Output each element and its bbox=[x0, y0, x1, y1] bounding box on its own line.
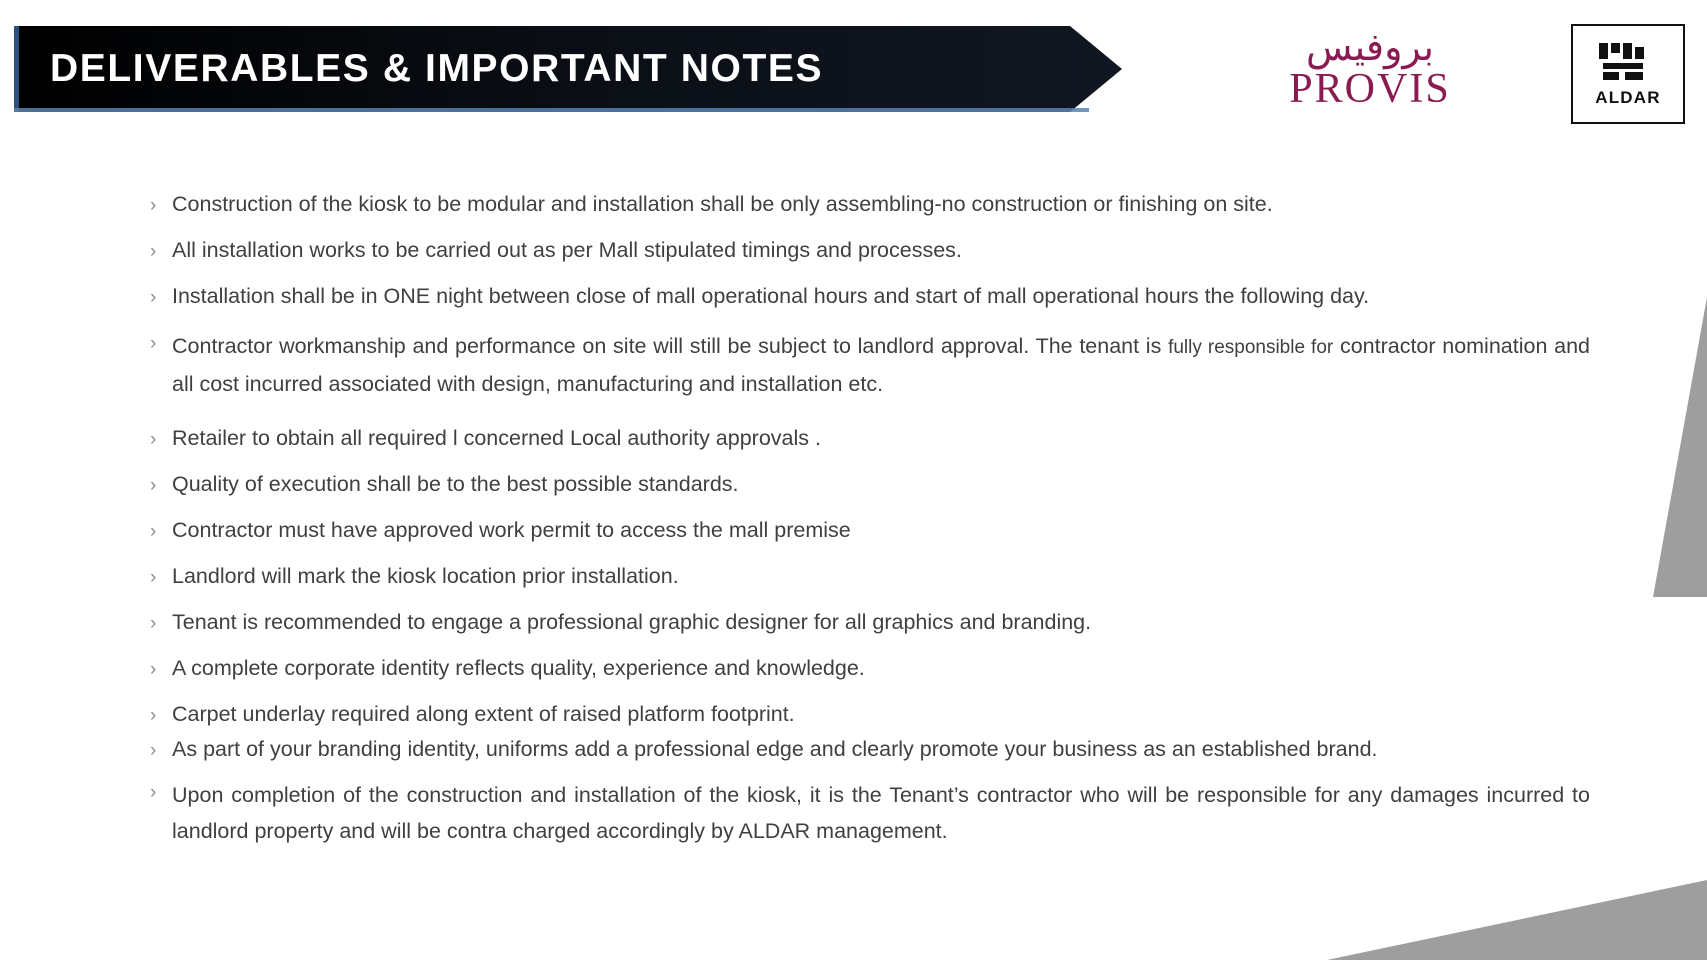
decorative-corner-bottom bbox=[1327, 880, 1707, 960]
list-item-text bbox=[172, 328, 1590, 402]
slide-title-banner bbox=[14, 26, 1122, 112]
provis-latin-wordmark: PROVIS bbox=[1289, 66, 1451, 112]
list-item bbox=[150, 735, 1590, 765]
list-item bbox=[150, 236, 1590, 266]
list-item bbox=[150, 470, 1590, 500]
list-item-superscript-note: fully responsible for bbox=[1168, 337, 1334, 358]
list-item-text: Retailer to obtain all required l concerned Local authority approvals . bbox=[172, 426, 821, 450]
decorative-corner-right bbox=[1653, 297, 1707, 597]
chevron-right-icon: › bbox=[150, 241, 157, 262]
chevron-right-icon: › bbox=[150, 521, 157, 542]
list-item-text: Landlord will mark the kiosk location prior installation. bbox=[172, 564, 679, 588]
chevron-right-icon: › bbox=[150, 475, 157, 496]
aldar-logo bbox=[1571, 24, 1685, 124]
chevron-right-icon: › bbox=[150, 429, 157, 450]
list-item-text: A complete corporate identity reflects quality, experience and knowledge. bbox=[172, 656, 865, 680]
aldar-wordmark: ALDAR bbox=[1595, 87, 1661, 107]
list-item bbox=[150, 190, 1590, 220]
chevron-right-icon: › bbox=[150, 782, 157, 803]
list-item-text: Construction of the kiosk to be modular and installation shall be only assembling-no construction or finishing on site. bbox=[172, 192, 1273, 216]
list-item-text-part1: Contractor workmanship and performance on site will still be subject to landlord approval. The tenant is bbox=[172, 334, 1162, 358]
list-item-text-part2: contractor nomination and all cost incurred associated with design, manufacturing and installation etc. bbox=[172, 334, 1590, 396]
chevron-right-icon: › bbox=[150, 195, 157, 216]
list-item bbox=[150, 424, 1590, 454]
aldar-mark-icon bbox=[1597, 41, 1659, 83]
list-item-text: Installation shall be in ONE night between close of mall operational hours and start of mall operational hours the following day. bbox=[172, 284, 1370, 308]
list-item bbox=[150, 777, 1590, 849]
provis-logo bbox=[1265, 24, 1475, 124]
banner-left-edge bbox=[14, 26, 19, 112]
list-item-text: Contractor must have approved work permit to access the mall premise bbox=[172, 518, 851, 542]
chevron-right-icon: › bbox=[150, 705, 157, 726]
chevron-right-icon: › bbox=[150, 613, 157, 634]
list-item bbox=[150, 328, 1590, 402]
page-title: DELIVERABLES & IMPORTANT NOTES bbox=[50, 47, 824, 90]
list-item bbox=[150, 516, 1590, 546]
bullet-list bbox=[150, 190, 1590, 865]
list-item-text: Tenant is recommended to engage a professional graphic designer for all graphics and branding. bbox=[172, 610, 1092, 634]
list-item bbox=[150, 282, 1590, 312]
list-item bbox=[150, 700, 1590, 730]
chevron-right-icon: › bbox=[150, 333, 157, 354]
list-item-text: All installation works to be carried out as per Mall stipulated timings and processes. bbox=[172, 238, 962, 262]
chevron-right-icon: › bbox=[150, 740, 157, 761]
list-item-text: Quality of execution shall be to the best possible standards. bbox=[172, 472, 739, 496]
chevron-right-icon: › bbox=[150, 567, 157, 588]
list-item bbox=[150, 608, 1590, 638]
chevron-right-icon: › bbox=[150, 659, 157, 680]
list-item-text: As part of your branding identity, uniforms add a professional edge and clearly promote your business as an established brand. bbox=[172, 737, 1378, 761]
list-item-text: Carpet underlay required along extent of raised platform footprint. bbox=[172, 702, 795, 726]
list-item bbox=[150, 654, 1590, 684]
list-item bbox=[150, 562, 1590, 592]
list-item-text: Upon completion of the construction and installation of the kiosk, it is the Tenant’s contractor who will be responsible for any damages incurred to landlord property and will be contra charged accordingly by ALDAR management. bbox=[172, 783, 1590, 843]
chevron-right-icon: › bbox=[150, 287, 157, 308]
provis-arabic-wordmark: بروفيس bbox=[1306, 25, 1434, 69]
